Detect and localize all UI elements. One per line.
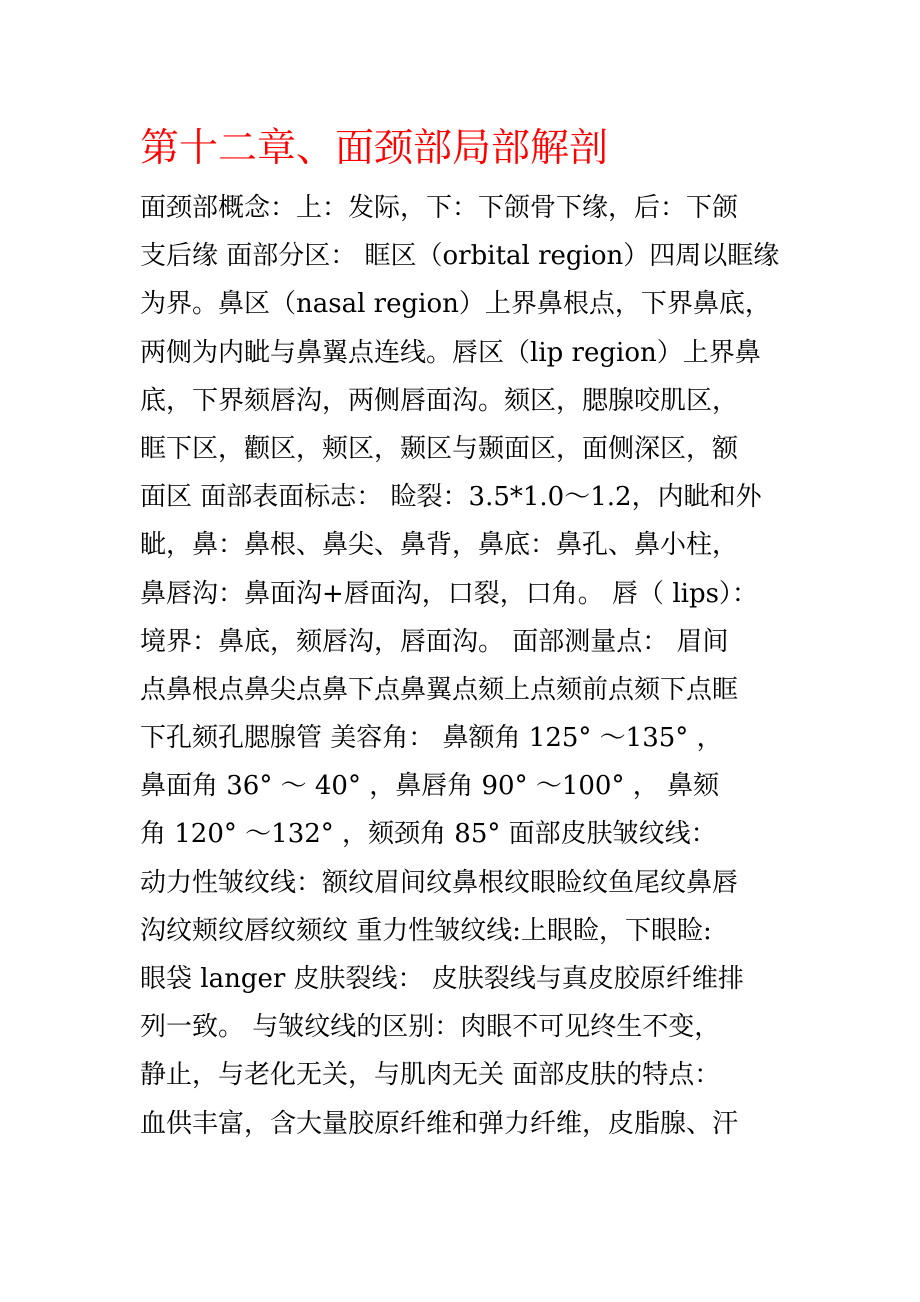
text-line: 动力性皱纹线：额纹眉间纹鼻根纹眼睑纹鱼尾纹鼻唇 xyxy=(140,867,739,898)
text-line: 点鼻根点鼻尖点鼻下点鼻翼点颏上点颏前点颏下点眶 xyxy=(140,674,739,705)
text-line: 眶下区，颧区，颊区，颞区与颞面区，面侧深区，额 xyxy=(140,433,739,464)
text-line: 底，下界颏唇沟，两侧唇面沟。颏区，腮腺咬肌区， xyxy=(140,385,739,416)
text-line: 下孔颏孔腮腺管 美容角： 鼻额角 125° ～135° ， xyxy=(140,723,723,754)
text-line: 境界：鼻底，颏唇沟，唇面沟。 面部测量点： 眉间 xyxy=(140,626,729,657)
text-line: 沟纹颊纹唇纹颏纹 重力性皱纹线:上眼睑，下眼睑: xyxy=(140,915,712,946)
text-line: 血供丰富，含大量胶原纤维和弹力纤维，皮脂腺、汗 xyxy=(140,1108,739,1139)
text-line: 角 120° ～132° ，颏颈角 85° 面部皮肤皱纹线： xyxy=(140,819,717,850)
text-line: 支后缘 面部分区： 眶区（orbital region）四周以眶缘 xyxy=(140,241,780,272)
text-line: 面区 面部表面标志： 睑裂：3.5*1.0～1.2，内眦和外 xyxy=(140,482,762,513)
text-line: 眼袋 langer 皮肤裂线： 皮肤裂线与真皮胶原纤维排 xyxy=(140,964,744,994)
body-paragraph xyxy=(140,184,795,1148)
text-line: 鼻面角 36° ～ 40° ，鼻唇角 90° ～100° ， 鼻颏 xyxy=(140,771,719,802)
text-line: 两侧为内眦与鼻翼点连线。唇区（lip region）上界鼻 xyxy=(140,337,761,368)
text-line: 鼻唇沟：鼻面沟+唇面沟，口裂，口角。 唇（ lips）： xyxy=(140,578,758,609)
text-line: 眦，鼻：鼻根、鼻尖、鼻背，鼻底：鼻孔、鼻小柱， xyxy=(140,530,739,561)
text-line: 列一致。 与皱纹线的区别：肉眼不可见终生不变， xyxy=(140,1012,721,1043)
text-line: 为界。鼻区（nasal region）上界鼻根点，下界鼻底， xyxy=(140,289,771,320)
text-line: 面颈部概念：上：发际，下：下颌骨下缘，后：下颌 xyxy=(140,193,739,223)
chapter-title: 第十二章、面颈部局部解剖 xyxy=(140,126,609,171)
text-line: 静止，与老化无关，与肌肉无关 面部皮肤的特点： xyxy=(140,1060,721,1091)
